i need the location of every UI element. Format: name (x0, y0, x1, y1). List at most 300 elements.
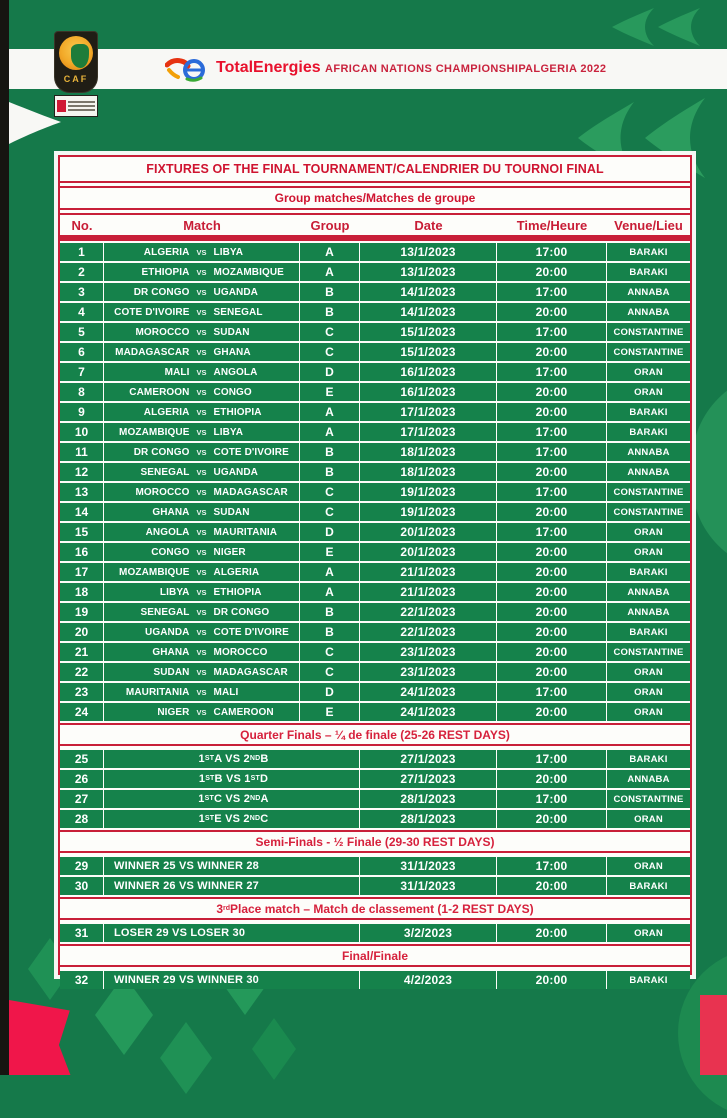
match-label: 1 ST B VS 1 ST D (104, 770, 360, 788)
match-time: 20:00 (497, 263, 607, 281)
home-team: DR CONGO (133, 286, 190, 298)
match-time: 17:00 (497, 683, 607, 701)
match-venue: CONSTANTINE (613, 506, 684, 518)
match-cell (104, 463, 300, 481)
match-date: 19/1/2023 (360, 483, 497, 501)
group-letter: E (300, 383, 360, 401)
totalenergies-logo-icon (165, 56, 207, 83)
group-letter: B (300, 303, 360, 321)
match-cell (104, 523, 300, 541)
match-date: 13/1/2023 (360, 243, 497, 261)
match-number: 1 (60, 243, 104, 261)
group-letter: B (300, 623, 360, 641)
caf-plaque (54, 95, 98, 117)
home-team: MOROCCO (135, 326, 190, 338)
match-date: 17/1/2023 (360, 403, 497, 421)
group-letter: A (300, 263, 360, 281)
col-header-time: Time/Heure (516, 217, 588, 233)
home-team: MALI (164, 366, 190, 378)
match-venue: ORAN (634, 546, 663, 558)
group-letter: C (300, 643, 360, 661)
match-venue: BARAKI (629, 566, 668, 578)
knockout-section (60, 830, 690, 895)
match-number: 11 (60, 443, 104, 461)
away-team: MADAGASCAR (213, 666, 288, 678)
match-venue: CONSTANTINE (613, 793, 684, 805)
match-venue: ORAN (634, 706, 663, 718)
knockout-section (60, 944, 690, 989)
match-date: 18/1/2023 (360, 443, 497, 461)
match-number: 17 (60, 563, 104, 581)
match-number: 20 (60, 623, 104, 641)
match-venue: ANNABA (627, 286, 670, 298)
group-match-row (60, 283, 690, 301)
section-rows (60, 969, 690, 989)
match-number: 7 (60, 363, 104, 381)
match-date: 27/1/2023 (360, 770, 497, 788)
group-match-row (60, 323, 690, 341)
match-date: 20/1/2023 (360, 543, 497, 561)
match-number: 32 (60, 971, 104, 989)
match-number: 3 (60, 283, 104, 301)
home-team: MADAGASCAR (115, 346, 190, 358)
header-band (9, 49, 727, 89)
away-team: COTE D'IVOIRE (213, 626, 289, 638)
match-number: 21 (60, 643, 104, 661)
match-number: 23 (60, 683, 104, 701)
match-time: 20:00 (497, 543, 607, 561)
group-match-row (60, 443, 690, 461)
match-label: WINNER 29 VS WINNER 30 (104, 971, 360, 989)
home-team: ALGERIA (143, 246, 190, 258)
match-time: 20:00 (497, 663, 607, 681)
home-team: CAMEROON (129, 386, 190, 398)
match-number: 24 (60, 703, 104, 721)
match-cell (104, 243, 300, 261)
match-venue: CONSTANTINE (613, 326, 684, 338)
match-venue: BARAKI (629, 974, 668, 986)
match-venue: ANNABA (627, 306, 670, 318)
match-venue: BARAKI (629, 426, 668, 438)
match-cell (104, 603, 300, 621)
group-match-row (60, 523, 690, 541)
caf-logo (54, 31, 98, 123)
match-time: 17:00 (497, 443, 607, 461)
vs-label: VS (196, 347, 207, 357)
group-letter: A (300, 243, 360, 261)
group-letter: D (300, 683, 360, 701)
match-venue: ORAN (634, 927, 663, 939)
match-cell (104, 443, 300, 461)
group-letter: D (300, 523, 360, 541)
match-time: 20:00 (497, 463, 607, 481)
match-number: 30 (60, 877, 104, 895)
match-label: LOSER 29 VS LOSER 30 (104, 924, 360, 942)
away-team: ANGOLA (213, 366, 258, 378)
match-time: 17:00 (497, 423, 607, 441)
knockout-match-row (60, 770, 690, 788)
group-letter: B (300, 603, 360, 621)
match-time: 20:00 (497, 303, 607, 321)
group-match-row (60, 343, 690, 361)
match-label: WINNER 25 VS WINNER 28 (104, 857, 360, 875)
match-cell (104, 543, 300, 561)
away-team: SUDAN (213, 326, 250, 338)
match-cell (104, 343, 300, 361)
match-date: 31/1/2023 (360, 877, 497, 895)
match-venue: ORAN (634, 366, 663, 378)
match-date: 22/1/2023 (360, 623, 497, 641)
group-letter: B (300, 283, 360, 301)
match-venue: BARAKI (629, 246, 668, 258)
away-team: MAURITANIA (213, 526, 278, 538)
group-letter: B (300, 463, 360, 481)
group-match-row (60, 383, 690, 401)
knockout-section (60, 897, 690, 942)
away-team: MALI (213, 686, 239, 698)
match-date: 16/1/2023 (360, 383, 497, 401)
match-date: 13/1/2023 (360, 263, 497, 281)
vs-label: VS (196, 547, 207, 557)
match-time: 20:00 (497, 877, 607, 895)
group-match-row (60, 563, 690, 581)
match-number: 12 (60, 463, 104, 481)
knockout-match-row (60, 877, 690, 895)
divider (60, 208, 690, 215)
match-venue: BARAKI (629, 626, 668, 638)
match-date: 15/1/2023 (360, 323, 497, 341)
match-date: 23/1/2023 (360, 643, 497, 661)
home-team: NIGER (157, 706, 190, 718)
match-label: 1 ST C VS 2 ND A (104, 790, 360, 808)
match-cell (104, 403, 300, 421)
col-header-no: No. (71, 217, 93, 233)
caf-globe-icon (59, 36, 93, 70)
match-time: 20:00 (497, 971, 607, 989)
group-letter: E (300, 703, 360, 721)
match-cell (104, 363, 300, 381)
knockout-match-row (60, 790, 690, 808)
section-title: 3 rd Place match – Match de classement (1-2 REST DAYS) (60, 897, 690, 920)
decor-crescent-icon (658, 4, 700, 50)
knockout-section (60, 723, 690, 828)
decor-diamond (160, 1022, 212, 1094)
match-date: 17/1/2023 (360, 423, 497, 441)
match-date: 24/1/2023 (360, 683, 497, 701)
match-time: 20:00 (497, 703, 607, 721)
group-match-row (60, 583, 690, 601)
match-time: 20:00 (497, 810, 607, 828)
vs-label: VS (196, 567, 207, 577)
section-title: Quarter Finals – ¼ de finale (25-26 REST DAYS) (60, 723, 690, 746)
brand-name: TotalEnergies (216, 59, 321, 76)
vs-label: VS (196, 267, 207, 277)
match-time: 20:00 (497, 924, 607, 942)
match-number: 9 (60, 403, 104, 421)
decor-crescent-icon (612, 4, 654, 50)
match-time: 20:00 (497, 643, 607, 661)
match-number: 5 (60, 323, 104, 341)
match-time: 17:00 (497, 483, 607, 501)
col-header-date: Date (414, 217, 443, 233)
match-number: 18 (60, 583, 104, 601)
match-cell (104, 683, 300, 701)
group-match-row (60, 663, 690, 681)
match-date: 3/2/2023 (360, 924, 497, 942)
match-date: 21/1/2023 (360, 563, 497, 581)
match-date: 19/1/2023 (360, 503, 497, 521)
match-time: 17:00 (497, 243, 607, 261)
away-team: LIBYA (213, 426, 244, 438)
match-cell (104, 503, 300, 521)
match-venue: ANNABA (627, 606, 670, 618)
group-match-row (60, 303, 690, 321)
group-letter: A (300, 423, 360, 441)
match-venue: CONSTANTINE (613, 646, 684, 658)
match-venue: BARAKI (629, 880, 668, 892)
match-number: 13 (60, 483, 104, 501)
column-header-row (60, 215, 690, 235)
match-venue: BARAKI (629, 266, 668, 278)
group-match-row (60, 483, 690, 501)
match-time: 20:00 (497, 403, 607, 421)
vs-label: VS (196, 527, 207, 537)
home-team: SENEGAL (140, 466, 190, 478)
away-team: MOZAMBIQUE (213, 266, 284, 278)
match-label: 1 ST A VS 2 ND B (104, 750, 360, 768)
group-match-row (60, 703, 690, 721)
match-date: 15/1/2023 (360, 343, 497, 361)
match-date: 24/1/2023 (360, 703, 497, 721)
match-date: 21/1/2023 (360, 583, 497, 601)
away-team: GHANA (213, 346, 251, 358)
match-time: 17:00 (497, 523, 607, 541)
vs-label: VS (196, 287, 207, 297)
col-header-match: Match (183, 217, 221, 233)
match-time: 20:00 (497, 383, 607, 401)
match-time: 20:00 (497, 583, 607, 601)
group-letter: A (300, 583, 360, 601)
divider (60, 181, 690, 188)
group-letter: E (300, 543, 360, 561)
caf-plaque-red-square (57, 100, 66, 112)
away-team: ALGERIA (213, 566, 260, 578)
match-cell (104, 263, 300, 281)
home-team: MOROCCO (135, 486, 190, 498)
group-match-row (60, 543, 690, 561)
match-venue: ORAN (634, 666, 663, 678)
match-date: 16/1/2023 (360, 363, 497, 381)
section-title: Final/Finale (60, 944, 690, 967)
away-team: DR CONGO (213, 606, 270, 618)
group-letter: D (300, 363, 360, 381)
vs-label: VS (196, 607, 207, 617)
group-match-row (60, 363, 690, 381)
caf-plaque-text-lines (68, 101, 95, 111)
group-letter: C (300, 343, 360, 361)
away-team: MOROCCO (213, 646, 268, 658)
match-time: 17:00 (497, 283, 607, 301)
match-number: 8 (60, 383, 104, 401)
match-date: 4/2/2023 (360, 971, 497, 989)
match-number: 6 (60, 343, 104, 361)
vs-label: VS (196, 587, 207, 597)
knockout-match-row (60, 924, 690, 942)
match-date: 20/1/2023 (360, 523, 497, 541)
table-subtitle: Group matches/Matches de groupe (274, 191, 476, 205)
section-title: Semi-Finals - ½ Finale (29-30 REST DAYS) (60, 830, 690, 853)
match-date: 22/1/2023 (360, 603, 497, 621)
away-team: SENEGAL (213, 306, 263, 318)
group-match-row (60, 503, 690, 521)
home-team: DR CONGO (133, 446, 190, 458)
group-letter: C (300, 663, 360, 681)
home-team: ETHIOPIA (141, 266, 190, 278)
match-venue: ORAN (634, 526, 663, 538)
match-date: 14/1/2023 (360, 283, 497, 301)
match-cell (104, 323, 300, 341)
decor-green-blob (692, 372, 727, 572)
match-cell (104, 643, 300, 661)
vs-label: VS (196, 467, 207, 477)
match-number: 27 (60, 790, 104, 808)
match-date: 31/1/2023 (360, 857, 497, 875)
match-number: 25 (60, 750, 104, 768)
caf-shield-icon (54, 31, 98, 93)
section-rows (60, 922, 690, 942)
home-team: COTE D'IVOIRE (114, 306, 190, 318)
match-cell (104, 623, 300, 641)
match-venue: BARAKI (629, 753, 668, 765)
vs-label: VS (196, 407, 207, 417)
vs-label: VS (196, 687, 207, 697)
home-team: CONGO (151, 546, 190, 558)
decor-diamond (252, 1018, 296, 1080)
match-cell (104, 703, 300, 721)
vs-label: VS (196, 247, 207, 257)
match-time: 20:00 (497, 503, 607, 521)
group-match-row (60, 643, 690, 661)
match-time: 17:00 (497, 363, 607, 381)
home-team: GHANA (152, 506, 190, 518)
match-time: 17:00 (497, 790, 607, 808)
match-time: 20:00 (497, 563, 607, 581)
home-team: MOZAMBIQUE (119, 566, 190, 578)
match-time: 17:00 (497, 323, 607, 341)
match-time: 20:00 (497, 603, 607, 621)
group-letter: A (300, 403, 360, 421)
match-number: 10 (60, 423, 104, 441)
section-rows (60, 748, 690, 828)
match-time: 17:00 (497, 857, 607, 875)
home-team: SUDAN (153, 666, 190, 678)
fixtures-table (58, 155, 692, 987)
vs-label: VS (196, 427, 207, 437)
match-cell (104, 483, 300, 501)
home-team: GHANA (152, 646, 190, 658)
home-team: LIBYA (159, 586, 190, 598)
group-letter: C (300, 483, 360, 501)
home-team: ANGOLA (145, 526, 190, 538)
match-cell (104, 583, 300, 601)
col-header-venue: Venue/Lieu (614, 217, 683, 233)
home-team: MOZAMBIQUE (119, 426, 190, 438)
group-match-row (60, 463, 690, 481)
home-team: MAURITANIA (125, 686, 190, 698)
decor-red-bottom-left (9, 1000, 73, 1075)
match-time: 17:00 (497, 750, 607, 768)
away-team: LIBYA (213, 246, 244, 258)
away-team: CONGO (213, 386, 252, 398)
match-cell (104, 423, 300, 441)
away-team: COTE D'IVOIRE (213, 446, 289, 458)
vs-label: VS (196, 707, 207, 717)
match-date: 23/1/2023 (360, 663, 497, 681)
away-team: ETHIOPIA (213, 406, 262, 418)
vs-label: VS (196, 327, 207, 337)
vs-label: VS (196, 487, 207, 497)
away-team: NIGER (213, 546, 246, 558)
match-venue: ANNABA (627, 446, 670, 458)
col-header-group: Group (310, 217, 350, 233)
match-venue: ANNABA (627, 466, 670, 478)
match-venue: CONSTANTINE (613, 346, 684, 358)
vs-label: VS (196, 667, 207, 677)
table-title: FIXTURES OF THE FINAL TOURNAMENT/CALENDRIER DU TOURNOI FINAL (146, 162, 604, 176)
match-number: 19 (60, 603, 104, 621)
knockout-match-row (60, 971, 690, 989)
match-cell (104, 283, 300, 301)
vs-label: VS (196, 367, 207, 377)
away-team: MADAGASCAR (213, 486, 288, 498)
match-venue: BARAKI (629, 406, 668, 418)
group-match-row (60, 243, 690, 261)
match-venue: ORAN (634, 686, 663, 698)
match-venue: ANNABA (627, 773, 670, 785)
edition-label: ALGERIA 2022 (525, 63, 607, 75)
match-number: 22 (60, 663, 104, 681)
match-number: 29 (60, 857, 104, 875)
match-number: 4 (60, 303, 104, 321)
match-label: 1 ST E VS 2 ND C (104, 810, 360, 828)
match-venue: ORAN (634, 860, 663, 872)
home-team: ALGERIA (143, 406, 190, 418)
match-venue: ORAN (634, 813, 663, 825)
section-rows (60, 855, 690, 895)
match-number: 14 (60, 503, 104, 521)
africa-map-icon (71, 44, 89, 68)
vs-label: VS (196, 647, 207, 657)
match-date: 27/1/2023 (360, 750, 497, 768)
match-venue: ORAN (634, 386, 663, 398)
group-letter: C (300, 503, 360, 521)
home-team: UGANDA (145, 626, 190, 638)
decor-left-black-strip (0, 0, 9, 1075)
match-number: 26 (60, 770, 104, 788)
group-letter: B (300, 443, 360, 461)
match-time: 20:00 (497, 343, 607, 361)
group-match-row (60, 603, 690, 621)
match-cell (104, 303, 300, 321)
home-team: SENEGAL (140, 606, 190, 618)
match-date: 14/1/2023 (360, 303, 497, 321)
group-letter: A (300, 563, 360, 581)
match-venue: CONSTANTINE (613, 486, 684, 498)
knockout-match-row (60, 810, 690, 828)
match-number: 15 (60, 523, 104, 541)
away-team: CAMEROON (213, 706, 274, 718)
match-cell (104, 563, 300, 581)
